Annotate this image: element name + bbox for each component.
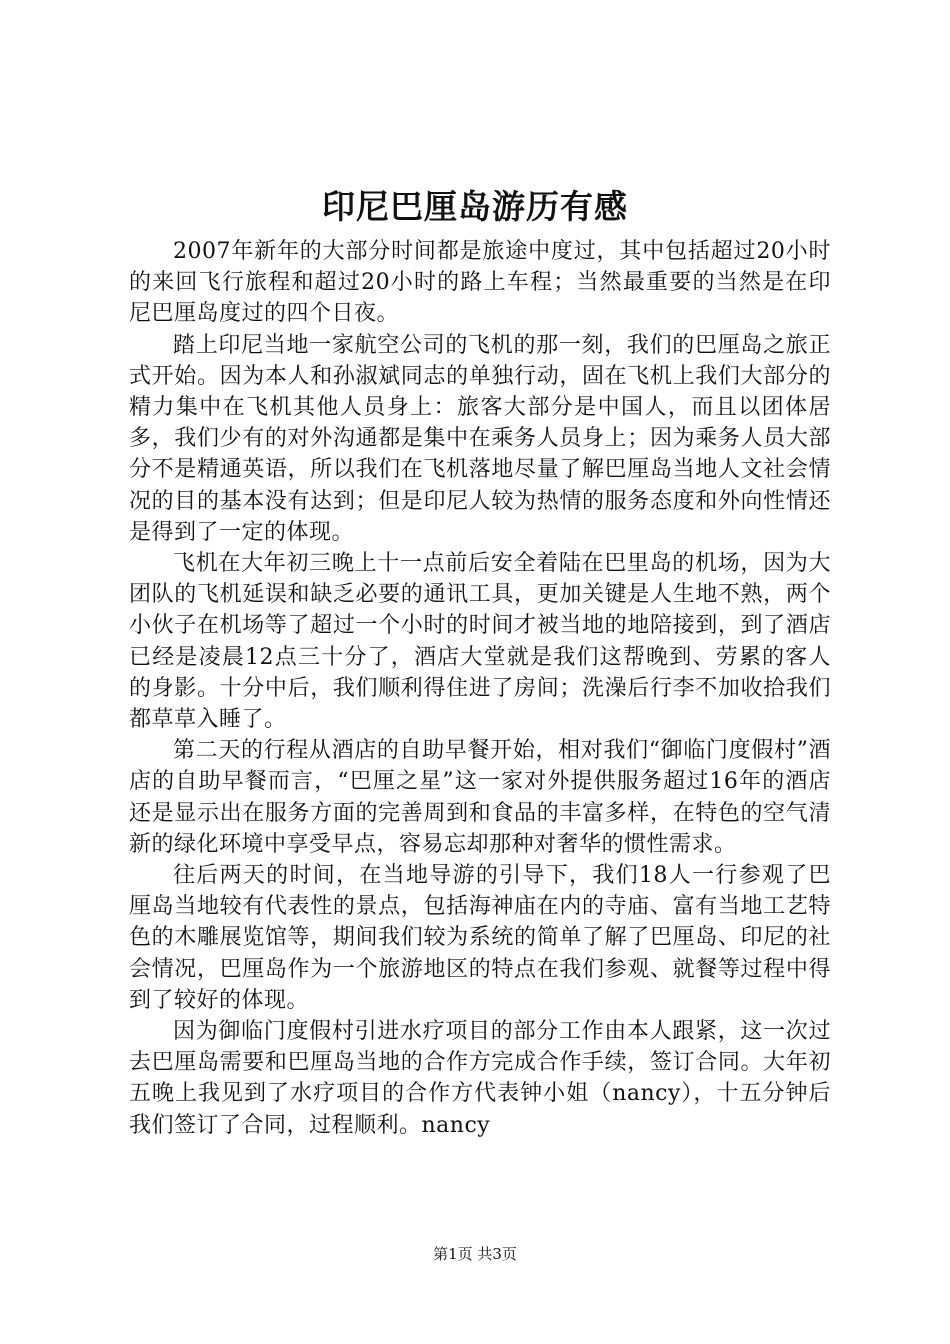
page-footer: 第1页 共3页 bbox=[433, 1245, 517, 1263]
paragraph-2: 踏上印尼当地一家航空公司的飞机的那一刻，我们的巴厘岛之旅正式开始。因为本人和孙淑斌同志的单独行动，固在飞机上我们大部分的精力集中在飞机其他人员身上：旅客大部分是中国人，而且以团体居多，我们少有的对外沟通都是集中在乘务人员身上；因为乘务人员大部分不是精通英语，所以我们在飞机落地尽量了解巴厘岛当地人文社会情况的目的基本没有达到；但是印尼人较为热情的服务态度和外向性情还是得到了一定的体现。 bbox=[129, 332, 831, 545]
paragraph-4: 第二天的行程从酒店的自助早餐开始，相对我们“御临门度假村”酒店的自助早餐而言，“巴厘之星”这一家对外提供服务超过16年的酒店还是显示出在服务方面的完善周到和食品的丰富多样，在特色的空气清新的绿化环境中享受早点，容易忘却那种对奢华的惯性需求。 bbox=[129, 738, 831, 857]
document-title: 印尼巴厘岛游历有感 bbox=[322, 187, 628, 226]
paragraph-1: 2007年新年的大部分时间都是旅途中度过，其中包括超过20小时的来回飞行旅程和超过20小时的路上车程；当然最重要的当然是在印尼巴厘岛度过的四个日夜。 bbox=[129, 239, 831, 327]
document-body bbox=[129, 236, 831, 1141]
paragraph-3: 飞机在大年初三晚上十一点前后安全着陆在巴里岛的机场，因为大团队的飞机延误和缺乏必要的通讯工具，更加关键是人生地不熟，两个小伙子在机场等了超过一个小时的时间才被当地的地陪接到，到了酒店已经是凌晨12点三十分了，酒店大堂就是我们这帮晚到、劳累的客人的身影。十分中后，我们顺利得住进了房间；洗澡后行李不加收拾我们都草草入睡了。 bbox=[129, 551, 831, 733]
paragraph-6: 因为御临门度假村引进水疗项目的部分工作由本人跟紧，这一次过去巴厘岛需要和巴厘岛当地的合作方完成合作手续，签订合同。大年初五晚上我见到了水疗项目的合作方代表钟小姐（nancy），十五分钟后我们签订了合同，过程顺利。nancy bbox=[129, 1019, 831, 1138]
paragraph-5: 往后两天的时间，在当地导游的引导下，我们18人一行参观了巴厘岛当地较有代表性的景点，包括海神庙在内的寺庙、富有当地工艺特色的木雕展览馆等，期间我们较为系统的简单了解了巴厘岛、印尼的社会情况，巴厘岛作为一个旅游地区的特点在我们参观、就餐等过程中得到了较好的体现。 bbox=[129, 863, 831, 1013]
